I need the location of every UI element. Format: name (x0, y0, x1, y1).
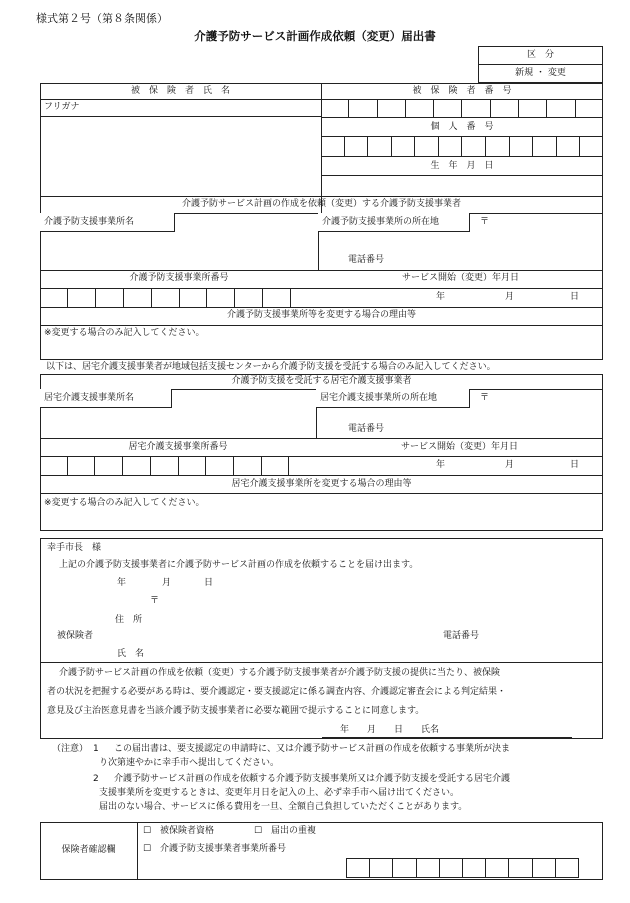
home-care-address-field[interactable] (490, 391, 600, 417)
home-care-start-date-field[interactable] (316, 456, 603, 475)
insured-qualification-label: 被保険者資格 (160, 826, 215, 836)
insurer-office-number-cells[interactable] (346, 858, 579, 878)
checkbox-duplicate-filing[interactable]: ☐ (254, 826, 263, 836)
note-2-line-b: 支援事業所を変更するときは、変更年月日を記入の上、必ず幸手市へ届け出てください。 (99, 788, 460, 798)
home-care-number-cells[interactable] (40, 456, 316, 475)
start-year-label: 年 (436, 292, 446, 302)
home-care-address-label: 居宅介護支援事業所の所在地 (316, 389, 470, 408)
declaration-day-label: 日 (204, 578, 214, 588)
insured-name-field[interactable] (44, 120, 317, 192)
home-care-name-label: 居宅介護支援事業所名 (40, 389, 172, 408)
notes-heading: （注意） (52, 744, 89, 754)
consent-line-1: 介護予防サービス計画の作成を依頼（変更）する介護予防支援事業者が介護予防支援の提供に当たり、被保険 (59, 668, 501, 678)
home-care-reason-note: ※変更する場合のみ記入してください。 (44, 498, 205, 508)
declaration-statement: 上記の介護予防支援事業者に介護予防サービス計画の作成を依頼することを届け出ます。 (59, 560, 419, 570)
office-number-label: 介護予防支援事業者事業所番号 (160, 844, 287, 854)
declaration-name-label: 氏 名 (117, 649, 145, 659)
kubun-label: 区 分 (526, 50, 554, 60)
note-2-number: 2 (93, 774, 99, 784)
declaration-address-field[interactable] (150, 610, 450, 626)
home-care-phone-label: 電話番号 (348, 424, 385, 434)
support-office-address-label: 介護予防支援事業所の所在地 (318, 213, 470, 232)
support-office-name-label: 介護予防支援事業所名 (40, 213, 175, 232)
duplicate-filing-label: 届出の重複 (271, 826, 317, 836)
note-1-line-b: り次第速やかに幸手市へ提出してください。 (99, 758, 280, 768)
support-office-reason-header: 介護予防支援事業所等を変更する場合の理由等 (226, 310, 416, 320)
support-office-number-cells[interactable] (40, 288, 318, 307)
declaration-insured-label: 被保険者 (57, 631, 94, 641)
personal-number-cells[interactable] (321, 136, 603, 156)
checkbox-insured-qualification[interactable]: ☐ (143, 826, 152, 836)
home-care-reason-header: 居宅介護支援事業所を変更する場合の理由等 (231, 479, 412, 489)
postal-mark: 〒 (480, 217, 490, 227)
home-care-postal-mark: 〒 (480, 393, 490, 403)
support-office-reason-note: ※変更する場合のみ記入してください。 (44, 328, 205, 338)
note-2-line-a: 介護予防サービス計画の作成を依頼する介護予防支援事業所又は介護予防支援を受託する居宅介護 (114, 774, 511, 784)
note-2-line-c: 届出のない場合、サービスに係る費用を一旦、全額自己負担していただくことがあります。 (99, 802, 468, 812)
consent-signature-field[interactable] (460, 722, 570, 736)
checkbox-office-number[interactable]: ☐ (143, 844, 152, 854)
support-office-reason-field[interactable] (44, 341, 599, 358)
home-care-condition-note: 以下は、居宅介護支援事業者が地域包括支援センターから介護予防支援を受託する場合のみ記入してください。 (46, 362, 496, 372)
kubun-value[interactable]: 新規 ・ 変更 (515, 68, 566, 78)
home-care-number-header: 居宅介護支援事業所番号 (128, 442, 228, 452)
declaration-month-label: 月 (162, 578, 172, 588)
insured-name-header: 被 保 険 者 氏 名 (130, 86, 230, 96)
home-care-month-label: 月 (505, 460, 515, 470)
page-title: 介護予防サービス計画作成依頼（変更）届出書 (194, 29, 436, 43)
support-office-start-date-field[interactable] (318, 288, 603, 307)
birth-date-header: 生 年 月 日 (430, 161, 494, 171)
home-care-name-field[interactable] (44, 411, 312, 437)
support-office-phone-label: 電話番号 (348, 255, 385, 265)
support-office-number-header: 介護予防支援事業所番号 (129, 273, 229, 283)
addressee: 幸手市長 様 (47, 543, 102, 553)
consent-line-2: 者の状況を把握する必要がある時は、要介護認定・要支援認定に係る調査内容、介護認定審査会による判定結果・ (47, 687, 507, 697)
note-1-line-a: この届出書は、要支援認定の申請時に、又は介護予防サービス計画の作成を依頼する事業所が決ま (114, 744, 511, 754)
personal-number-header: 個 人 番 号 (430, 122, 494, 132)
support-office-address-field[interactable] (490, 215, 600, 247)
start-month-label: 月 (505, 292, 515, 302)
declaration-year-label: 年 (117, 578, 127, 588)
declaration-address-label: 住 所 (115, 615, 143, 625)
home-care-day-label: 日 (570, 460, 580, 470)
support-office-section-title: 介護予防サービス計画の作成を依頼（変更）する介護予防支援事業者 (181, 199, 461, 209)
support-office-start-header: サービス開始（変更）年月日 (401, 273, 519, 283)
note-1-number: 1 (93, 744, 99, 754)
insured-number-header: 被 保 険 者 番 号 (412, 86, 512, 96)
home-care-year-label: 年 (436, 460, 446, 470)
support-office-name-field[interactable] (44, 235, 316, 267)
insured-number-cells[interactable] (321, 99, 603, 117)
home-care-start-header: サービス開始（変更）年月日 (400, 442, 518, 452)
form-number: 様式第２号（第８条関係） (36, 12, 168, 25)
start-day-label: 日 (570, 292, 580, 302)
birth-date-field[interactable] (325, 177, 599, 194)
declaration-postal-mark: 〒 (150, 596, 160, 606)
declaration-name-field[interactable] (150, 645, 450, 661)
consent-date-signature: 年 月 日 氏名 (340, 725, 440, 735)
insurer-check-label: 保険者確認欄 (61, 845, 116, 855)
declaration-phone-label: 電話番号 (443, 631, 480, 641)
home-care-section-title: 介護予防支援を受託する居宅介護支援事業者 (231, 376, 412, 386)
home-care-reason-field[interactable] (44, 511, 599, 529)
consent-line-3: 意見及び主治医意見書を当該介護予防支援事業者に必要な範囲で提示することに同意します。 (47, 706, 425, 716)
furigana-label: フリガナ (44, 102, 80, 112)
